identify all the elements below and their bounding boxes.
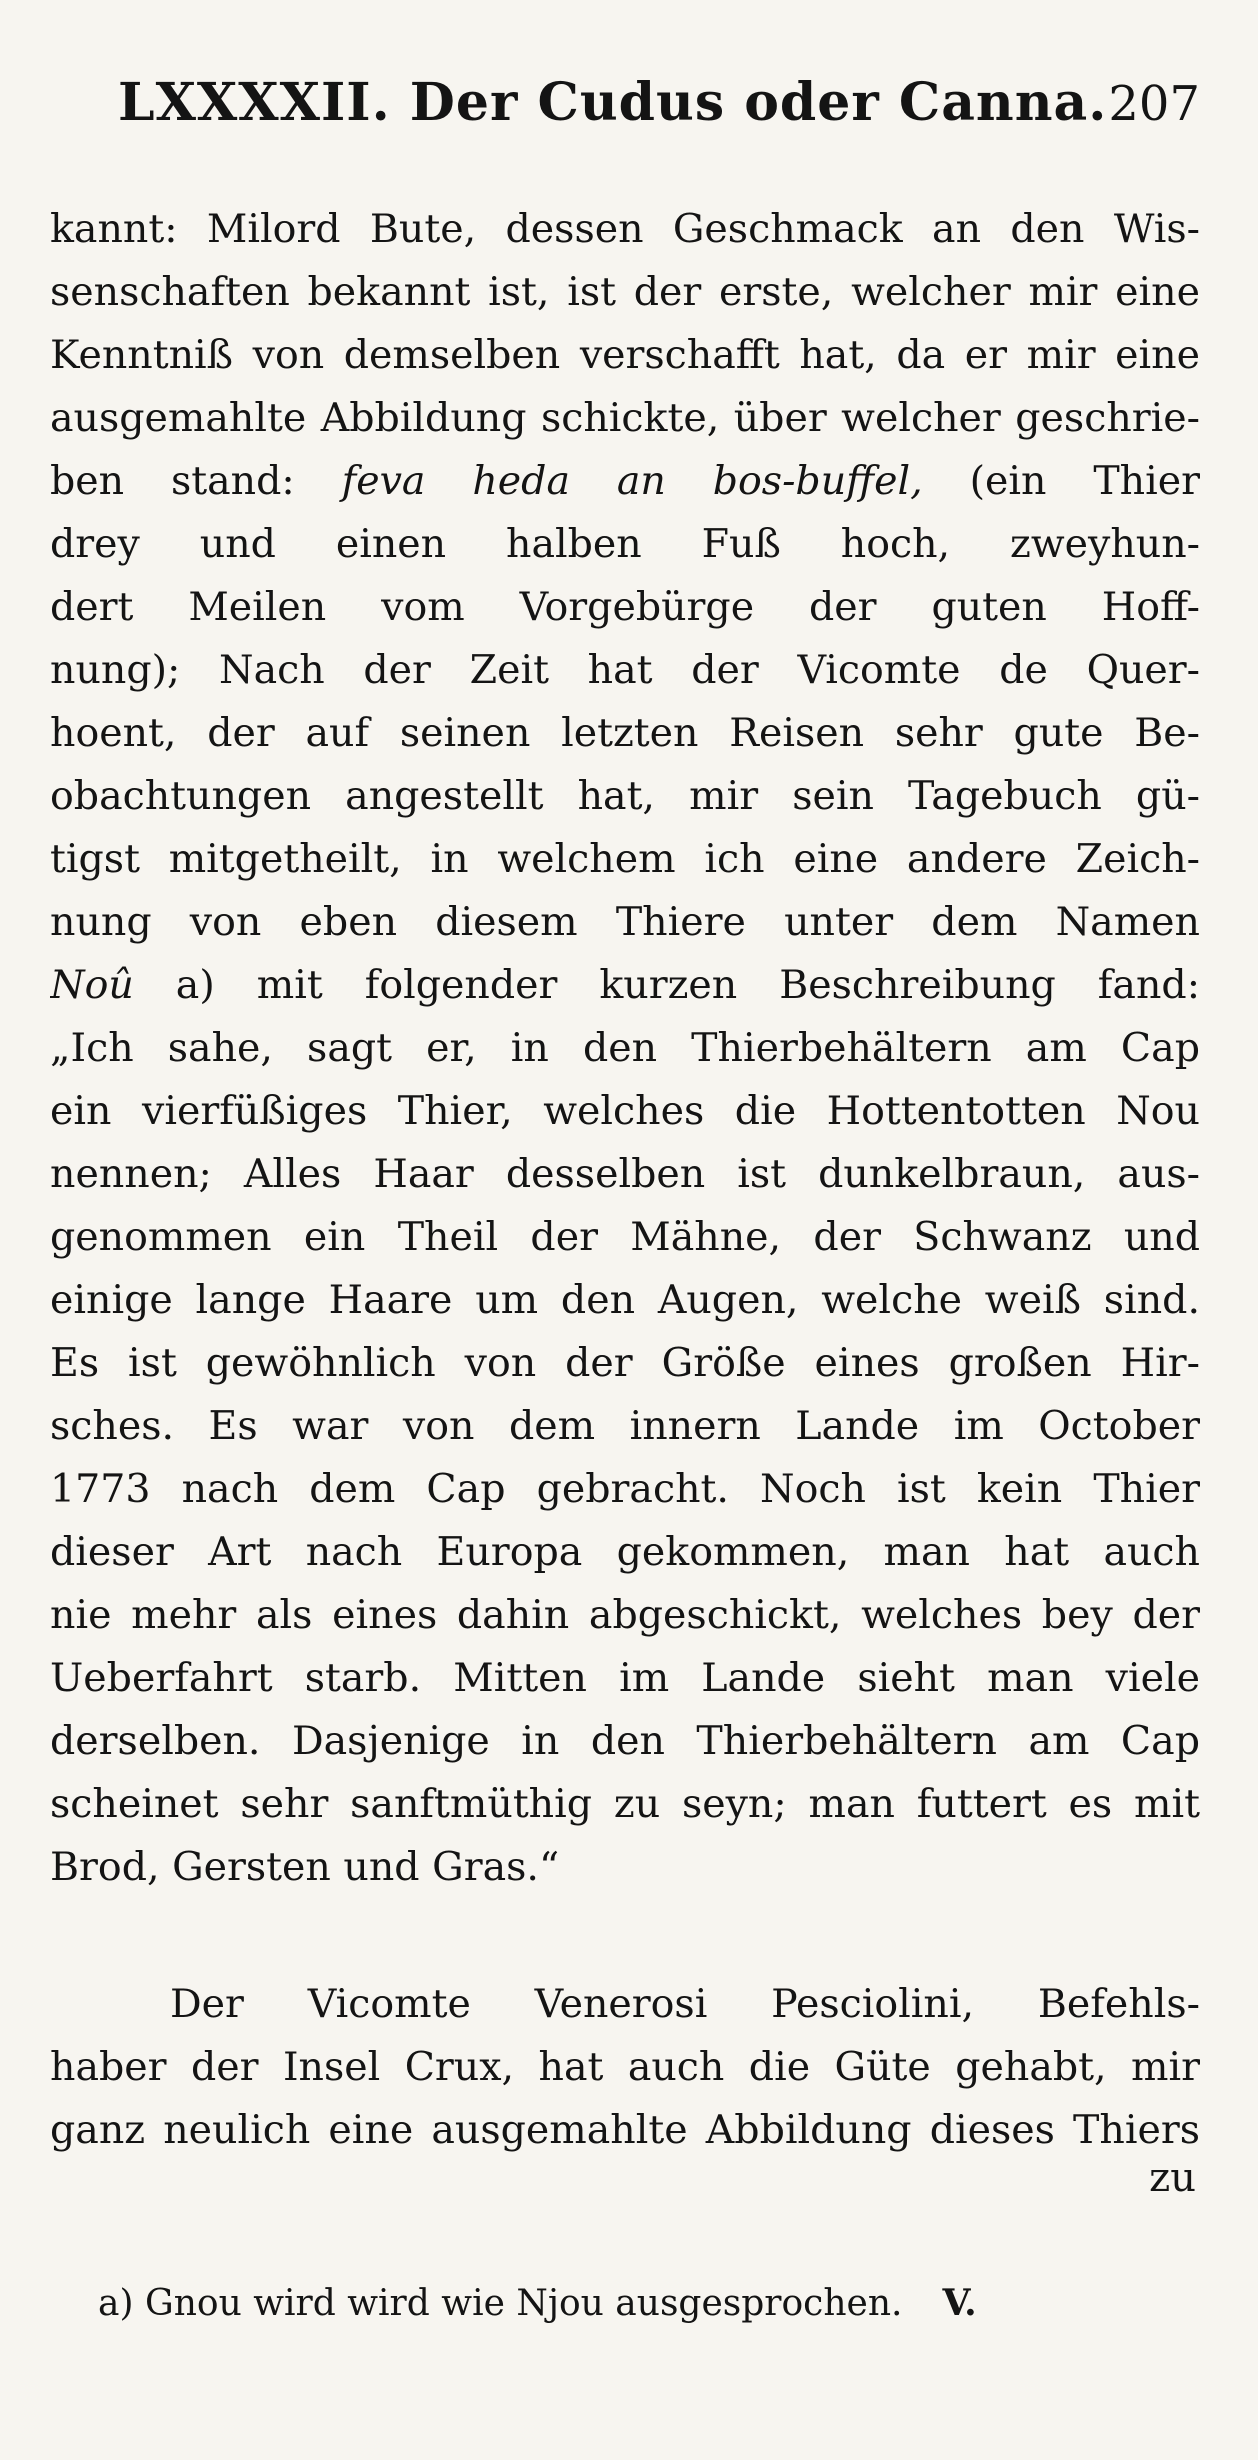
text-line: dieser Art nach Europa gekommen, man hat auch	[50, 1529, 1200, 1575]
text-line: derselben. Dasjenige in den Thierbehältern am Cap	[50, 1718, 1200, 1764]
text-line: haber der Insel Crux, hat auch die Güte gehabt, mir	[50, 2044, 1200, 2090]
text-line: senschaften bekannt ist, ist der erste, welcher mir eine	[50, 269, 1200, 315]
text-line: einige lange Haare um den Augen, welche weiß sind.	[50, 1277, 1200, 1323]
text-fragment: a) mit folgender kurzen Beschreibung fand:	[175, 962, 1200, 1008]
text-line: drey und einen halben Fuß hoch, zweyhun-	[50, 521, 1200, 567]
text-line: tigst mitgetheilt, in welchem ich eine andere Zeich-	[50, 836, 1200, 882]
text-line: nie mehr als eines dahin abgeschickt, welches bey der	[50, 1592, 1200, 1638]
text-line: nung von eben diesem Thiere unter dem Namen	[50, 899, 1200, 945]
footnote-signature: V.	[942, 2282, 977, 2324]
text-line: ausgemahlte Abbildung schickte, über welcher geschrie-	[50, 395, 1200, 441]
text-line: nung); Nach der Zeit hat der Vicomte de Quer-	[50, 647, 1200, 693]
paragraph-gap	[50, 1899, 1200, 1973]
italic-phrase: feva heda an bos-buffel,	[341, 458, 923, 504]
text-line: ganz neulich eine ausgemahlte Abbildung dieses Thiers	[50, 2107, 1200, 2153]
body-text	[50, 198, 1200, 2162]
text-line: Brod, Gersten und Gras.“	[50, 1844, 560, 1890]
catchword: zu	[1149, 2155, 1196, 2201]
text-line: scheinet sehr sanftmüthig zu seyn; man futtert es mit	[50, 1781, 1200, 1827]
text-fragment: (ein Thier	[969, 458, 1200, 504]
page-number: 207	[1108, 76, 1200, 132]
italic-name: Noû	[50, 962, 134, 1008]
text-line: ein vierfüßiges Thier, welches die Hottentotten Nou	[50, 1088, 1200, 1134]
text-line: hoent, der auf seinen letzten Reisen sehr gute Be-	[50, 710, 1200, 756]
text-line	[50, 954, 1200, 1017]
text-line: 1773 nach dem Cap gebracht. Noch ist kein Thier	[50, 1466, 1200, 1512]
running-header	[118, 72, 1200, 142]
text-line: Ueberfahrt starb. Mitten im Lande sieht man viele	[50, 1655, 1200, 1701]
text-line: Kenntniß von demselben verschafft hat, da er mir eine	[50, 332, 1200, 378]
chapter-title: LXXXXII. Der Cudus oder Canna.	[118, 72, 1108, 133]
footnote-text: a) Gnou wird wird wie Njou ausgesprochen.	[98, 2283, 903, 2324]
text-line: „Ich sahe, sagt er, in den Thierbehältern am Cap	[50, 1025, 1200, 1071]
text-line	[50, 450, 1200, 513]
text-line: genommen ein Theil der Mähne, der Schwanz und	[50, 1214, 1200, 1260]
text-line: kannt: Milord Bute, dessen Geschmack an den Wis-	[50, 206, 1200, 252]
text-line: obachtungen angestellt hat, mir sein Tagebuch gü-	[50, 773, 1200, 819]
text-line: Es ist gewöhnlich von der Größe eines großen Hir-	[50, 1340, 1200, 1386]
text-line: Der Vicomte Venerosi Pesciolini, Befehls-	[170, 1981, 1200, 2027]
text-line: dert Meilen vom Vorgebürge der guten Hoff-	[50, 584, 1200, 630]
text-line: sches. Es war von dem innern Lande im October	[50, 1403, 1200, 1449]
text-fragment: ben stand:	[50, 458, 295, 504]
footnote	[98, 2275, 1198, 2332]
text-line: nennen; Alles Haar desselben ist dunkelbraun, aus-	[50, 1151, 1200, 1197]
